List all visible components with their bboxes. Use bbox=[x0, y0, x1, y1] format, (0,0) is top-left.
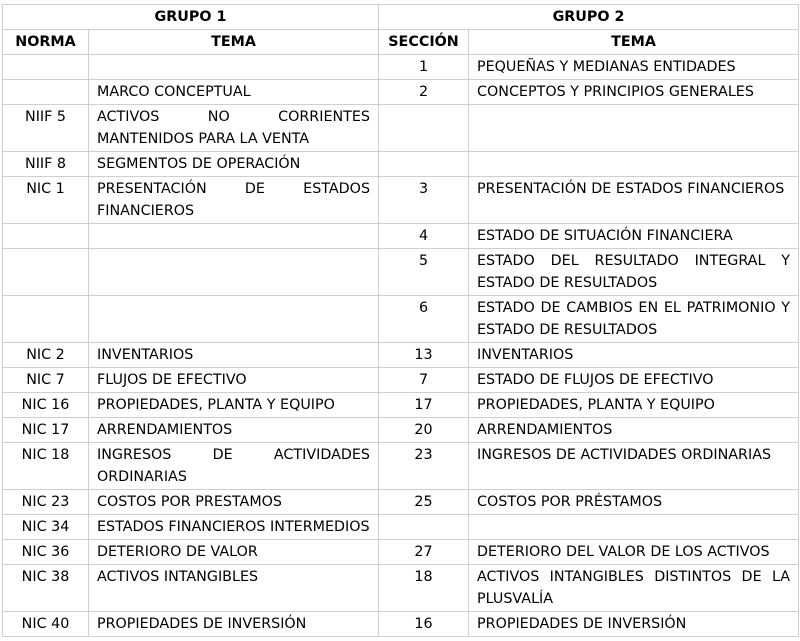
tema-2-cell: DETERIORO DEL VALOR DE LOS ACTIVOS bbox=[469, 540, 799, 565]
table-row bbox=[3, 343, 799, 368]
seccion-cell bbox=[379, 515, 469, 540]
seccion-cell: 5 bbox=[379, 249, 469, 296]
tema-2-cell: ESTADO DEL RESULTADO INTEGRAL Y ESTADO DE RESULTADOS bbox=[469, 249, 799, 296]
table-row bbox=[3, 224, 799, 249]
seccion-cell bbox=[379, 152, 469, 177]
seccion-cell: 25 bbox=[379, 490, 469, 515]
tema-1-header: TEMA bbox=[89, 30, 379, 55]
norma-cell: NIC 18 bbox=[3, 443, 89, 490]
seccion-header: SECCIÓN bbox=[379, 30, 469, 55]
seccion-cell: 17 bbox=[379, 393, 469, 418]
group-header-row bbox=[3, 5, 799, 30]
tema-2-cell: ESTADO DE SITUACIÓN FINANCIERA bbox=[469, 224, 799, 249]
seccion-cell: 4 bbox=[379, 224, 469, 249]
table-row bbox=[3, 368, 799, 393]
tema-2-cell bbox=[469, 105, 799, 152]
table-row bbox=[3, 612, 799, 637]
table-body bbox=[3, 55, 799, 637]
group-2-header: GRUPO 2 bbox=[379, 5, 799, 30]
tema-2-cell: INVENTARIOS bbox=[469, 343, 799, 368]
norma-cell: NIC 23 bbox=[3, 490, 89, 515]
tema-1-cell: FLUJOS DE EFECTIVO bbox=[89, 368, 379, 393]
tema-1-cell: INGRESOS DE ACTIVIDADES ORDINARIAS bbox=[89, 443, 379, 490]
tema-2-cell bbox=[469, 515, 799, 540]
seccion-cell: 2 bbox=[379, 80, 469, 105]
table-row bbox=[3, 515, 799, 540]
norma-cell: NIC 38 bbox=[3, 565, 89, 612]
tema-1-cell: PRESENTACIÓN DE ESTADOS FINANCIEROS bbox=[89, 177, 379, 224]
comparison-table bbox=[2, 4, 799, 637]
table-row bbox=[3, 393, 799, 418]
table-row bbox=[3, 443, 799, 490]
tema-1-cell: SEGMENTOS DE OPERACIÓN bbox=[89, 152, 379, 177]
norma-cell bbox=[3, 55, 89, 80]
seccion-cell: 7 bbox=[379, 368, 469, 393]
norma-cell: NIC 40 bbox=[3, 612, 89, 637]
norma-cell: NIIF 5 bbox=[3, 105, 89, 152]
table-row bbox=[3, 296, 799, 343]
table-row bbox=[3, 490, 799, 515]
norma-cell bbox=[3, 224, 89, 249]
tema-2-cell: ACTIVOS INTANGIBLES DISTINTOS DE LA PLUSVALÍA bbox=[469, 565, 799, 612]
seccion-cell: 23 bbox=[379, 443, 469, 490]
tema-1-cell bbox=[89, 224, 379, 249]
tema-1-cell: ARRENDAMIENTOS bbox=[89, 418, 379, 443]
norma-cell: NIC 16 bbox=[3, 393, 89, 418]
seccion-cell: 18 bbox=[379, 565, 469, 612]
norma-cell bbox=[3, 296, 89, 343]
table-row bbox=[3, 152, 799, 177]
tema-1-cell: ACTIVOS INTANGIBLES bbox=[89, 565, 379, 612]
seccion-cell: 3 bbox=[379, 177, 469, 224]
tema-1-cell: MARCO CONCEPTUAL bbox=[89, 80, 379, 105]
column-header-row bbox=[3, 30, 799, 55]
table-row bbox=[3, 418, 799, 443]
seccion-cell: 20 bbox=[379, 418, 469, 443]
tema-1-cell bbox=[89, 249, 379, 296]
tema-1-cell: PROPIEDADES, PLANTA Y EQUIPO bbox=[89, 393, 379, 418]
tema-2-cell: PEQUEÑAS Y MEDIANAS ENTIDADES bbox=[469, 55, 799, 80]
tema-2-cell: ARRENDAMIENTOS bbox=[469, 418, 799, 443]
norma-cell: NIC 34 bbox=[3, 515, 89, 540]
seccion-cell: 13 bbox=[379, 343, 469, 368]
tema-2-cell bbox=[469, 152, 799, 177]
seccion-cell: 16 bbox=[379, 612, 469, 637]
table-row bbox=[3, 105, 799, 152]
tema-1-cell: ESTADOS FINANCIEROS INTERMEDIOS bbox=[89, 515, 379, 540]
tema-2-cell: ESTADO DE FLUJOS DE EFECTIVO bbox=[469, 368, 799, 393]
tema-1-cell: INVENTARIOS bbox=[89, 343, 379, 368]
norma-cell: NIIF 8 bbox=[3, 152, 89, 177]
seccion-cell: 27 bbox=[379, 540, 469, 565]
tema-1-cell bbox=[89, 55, 379, 80]
table-row bbox=[3, 80, 799, 105]
table-row bbox=[3, 565, 799, 612]
tema-2-cell: CONCEPTOS Y PRINCIPIOS GENERALES bbox=[469, 80, 799, 105]
tema-2-cell: PROPIEDADES, PLANTA Y EQUIPO bbox=[469, 393, 799, 418]
tema-1-cell bbox=[89, 296, 379, 343]
norma-cell: NIC 7 bbox=[3, 368, 89, 393]
norma-cell: NIC 36 bbox=[3, 540, 89, 565]
seccion-cell: 1 bbox=[379, 55, 469, 80]
table-row bbox=[3, 249, 799, 296]
tema-1-cell: PROPIEDADES DE INVERSIÓN bbox=[89, 612, 379, 637]
table-row bbox=[3, 55, 799, 80]
tema-1-cell: ACTIVOS NO CORRIENTES MANTENIDOS PARA LA VENTA bbox=[89, 105, 379, 152]
tema-2-cell: COSTOS POR PRÉSTAMOS bbox=[469, 490, 799, 515]
norma-cell: NIC 1 bbox=[3, 177, 89, 224]
norma-cell bbox=[3, 80, 89, 105]
norma-header: NORMA bbox=[3, 30, 89, 55]
norma-cell: NIC 17 bbox=[3, 418, 89, 443]
tema-2-cell: PROPIEDADES DE INVERSIÓN bbox=[469, 612, 799, 637]
tema-2-cell: INGRESOS DE ACTIVIDADES ORDINARIAS bbox=[469, 443, 799, 490]
norma-cell bbox=[3, 249, 89, 296]
tema-2-header: TEMA bbox=[469, 30, 799, 55]
group-1-header: GRUPO 1 bbox=[3, 5, 379, 30]
tema-2-cell: ESTADO DE CAMBIOS EN EL PATRIMONIO Y ESTADO DE RESULTADOS bbox=[469, 296, 799, 343]
seccion-cell: 6 bbox=[379, 296, 469, 343]
seccion-cell bbox=[379, 105, 469, 152]
norma-cell: NIC 2 bbox=[3, 343, 89, 368]
tema-2-cell: PRESENTACIÓN DE ESTADOS FINANCIEROS bbox=[469, 177, 799, 224]
tema-1-cell: COSTOS POR PRESTAMOS bbox=[89, 490, 379, 515]
tema-1-cell: DETERIORO DE VALOR bbox=[89, 540, 379, 565]
table-row bbox=[3, 540, 799, 565]
table-row bbox=[3, 177, 799, 224]
